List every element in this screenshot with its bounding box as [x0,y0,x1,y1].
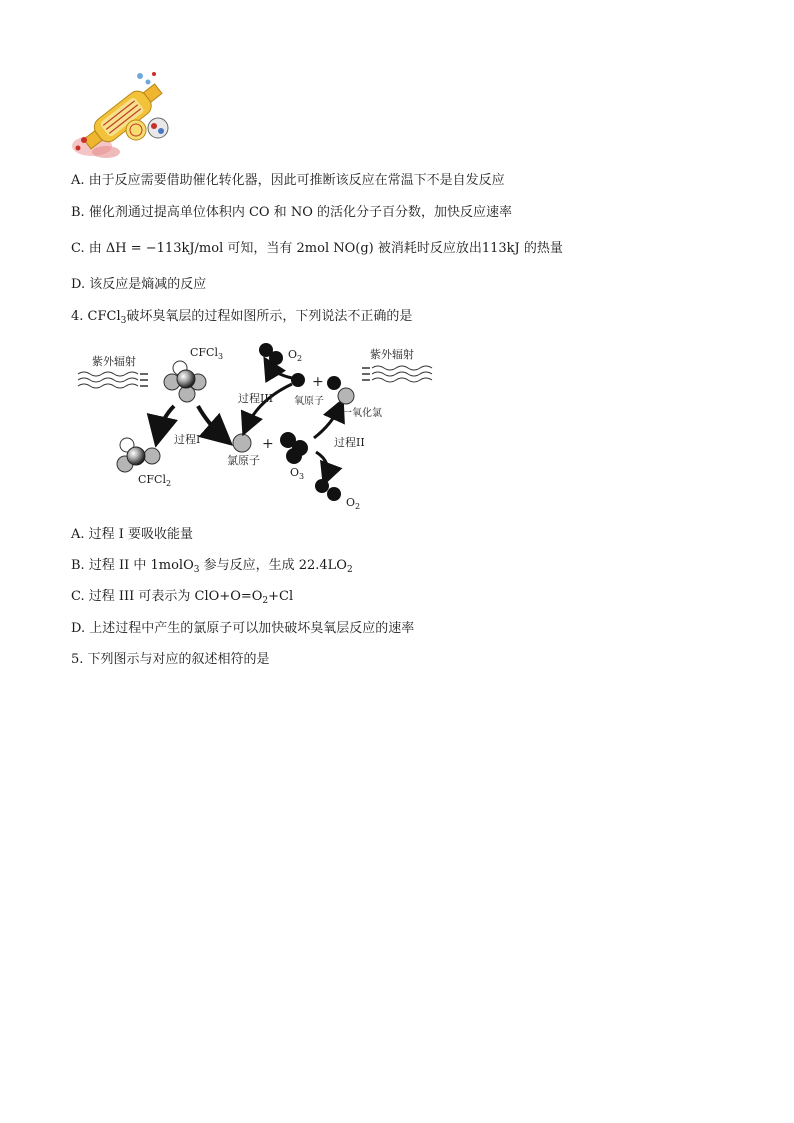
q4-option-b [71,557,353,579]
q4-option-d: D. 上述过程中产生的氯原子可以加快破坏臭氧层反应的速率 [71,621,415,636]
cfcl2-label [138,473,171,488]
q5-stem: 5. 下列图示与对应的叙述相符的是 [71,652,270,667]
q4-option-b-prefix: B. 过程 II 中 1molO [71,558,194,573]
clo-molecule [327,376,354,404]
catalytic-converter-image [70,68,178,160]
o2-lower-label-sub: 2 [355,502,361,511]
process-2-label: 过程II [334,436,365,449]
o3-label-sub: 3 [299,472,305,481]
q4-stem-suffix: 破坏臭氧层的过程如图所示，下列说法不正确的是 [126,309,413,324]
q3-option-b: B. 催化剂通过提高单位体积内 CO 和 NO 的活化分子百分数，加快反应速率 [71,205,512,220]
o2-lower-label-text: O [346,496,356,509]
uv-waves-left [78,372,148,388]
cfcl3-label [190,346,223,361]
o2-upper-label-text: O [288,348,298,361]
q3-option-d: D. 该反应是熵减的反应 [71,277,207,292]
q4-option-c-suffix: +Cl [268,589,294,604]
q4-option-c-sub: 2 [262,596,269,606]
o2-molecule-upper [259,343,283,365]
o3-label [290,466,304,481]
q4-stem-prefix: 4. CFCl [71,309,121,324]
uv-waves-right [362,366,432,382]
q3-option-c: C. 由 ΔH = −113kJ/mol 可知，当有 2mol NO(g) 被消耗时反应放出113kJ 的热量 [71,241,563,256]
q4-option-c [71,588,293,610]
cfcl3-molecule [164,361,206,402]
process-3-label: 过程III [238,392,274,405]
uv-left-label: 紫外辐射 [92,355,136,368]
chlorine-atom-label: 氯原子 [227,454,260,467]
plus-sign-upper: + [312,374,324,390]
o2-molecule-lower [315,479,341,501]
q4-option-a: A. 过程 I 要吸收能量 [71,527,194,542]
q4-option-b-sub2: 2 [346,565,353,575]
oxygen-atom [291,373,305,387]
o2-lower-label [346,496,360,511]
oxygen-atom-label: 氧原子 [294,396,324,407]
q4-option-b-sub: 3 [193,565,200,575]
process-1-label: 过程I [174,433,201,446]
cfcl2-label-text: CFCl [138,473,166,486]
q4-option-b-mid: 参与反应，生成 22.4LO [199,558,347,573]
cfcl2-label-sub: 2 [165,479,172,488]
q4-stem [71,308,412,330]
q3-option-a: A. 由于反应需要借助催化转化器，因此可推断该反应在常温下不是自发反应 [71,173,505,188]
clo-label: 一氧化氯 [342,408,382,419]
q4-stem-sub: 3 [120,316,127,326]
o2-upper-label [288,348,302,363]
chlorine-atom [233,434,251,452]
ozone-destruction-diagram [70,338,450,516]
o3-label-text: O [290,466,300,479]
uv-right-label: 紫外辐射 [370,348,414,361]
plus-sign-lower: + [262,436,274,452]
q4-option-c-prefix: C. 过程 III 可表示为 ClO+O=O [71,589,263,604]
cfcl3-label-text: CFCl [190,346,218,359]
cfcl3-label-sub: 3 [217,352,224,361]
o2-upper-label-sub: 2 [297,354,303,363]
cfcl2-molecule [117,438,160,472]
o3-molecule [280,432,308,464]
